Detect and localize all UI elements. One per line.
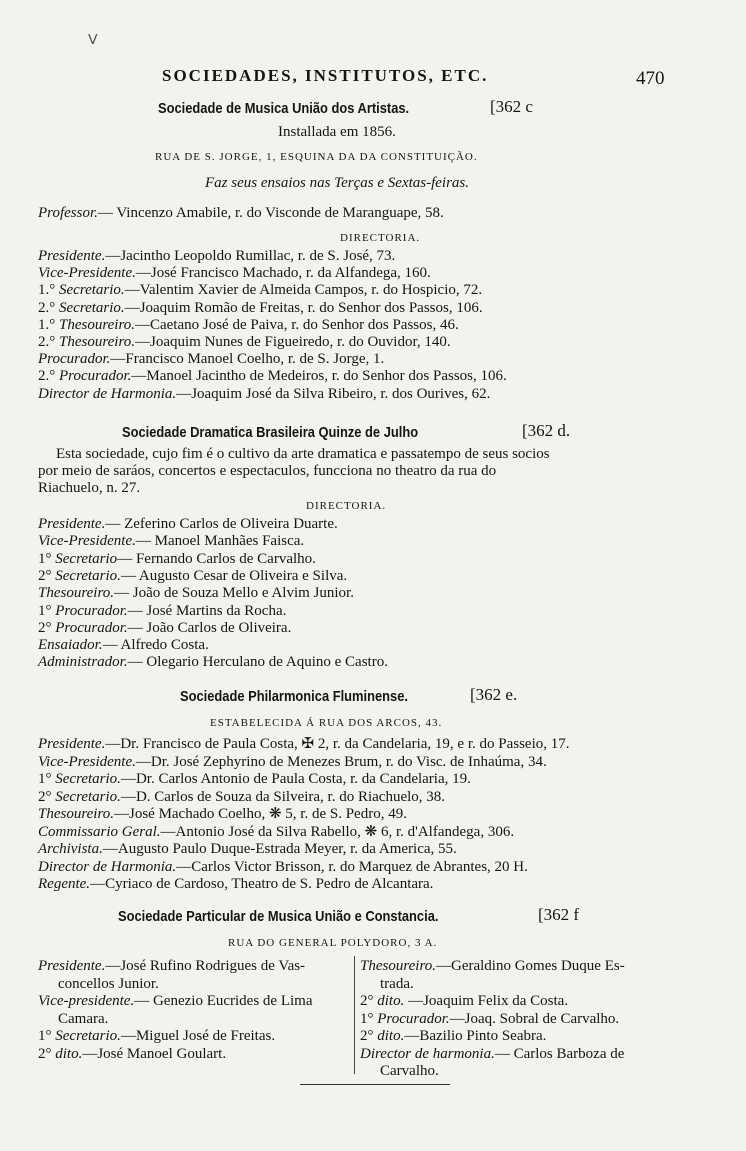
officer-details: —Valentim Xavier de Almeida Campos, r. do Hospicio, 72. — [124, 282, 483, 299]
officer-row — [360, 1028, 546, 1045]
directoria-heading: DIRECTORIA. — [306, 500, 387, 512]
officer-row — [38, 282, 482, 299]
officer-row — [38, 806, 407, 823]
ordinal: 2° — [360, 993, 374, 1009]
role-label: Thesoureiro. — [38, 585, 114, 602]
role-label: Thesoureiro. — [59, 334, 135, 350]
role-label: Vice-Presidente. — [38, 533, 136, 550]
ordinal: 2° — [38, 1045, 52, 1062]
end-rule — [300, 1084, 450, 1085]
role-label: Procurador. — [55, 602, 128, 619]
role-label: Procurador. — [377, 1010, 450, 1027]
officer-row — [38, 876, 433, 893]
section-title: Sociedade Particular de Musica União e Constancia. — [118, 908, 439, 925]
role-label: Presidente. — [38, 248, 106, 264]
officer-row — [38, 654, 388, 671]
officer-row — [38, 368, 507, 385]
officer-row — [38, 516, 338, 533]
officer-details: —Manoel Jacintho de Medeiros, r. do Senhor dos Passos, 106. — [131, 368, 507, 385]
role-label: Director de Harmonia. — [38, 858, 177, 875]
ordinal: 2° — [360, 1028, 374, 1044]
officer-row — [38, 1028, 275, 1045]
officer-row — [38, 754, 547, 771]
address-line: RUA DE S. JORGE, 1, ESQUINA DA DA CONSTITUIÇÃO. — [155, 151, 478, 163]
role-label: Presidente. — [38, 516, 106, 532]
role-label: Presidente. — [38, 958, 106, 974]
officer-details: —Miguel José de Freitas. — [120, 1028, 276, 1044]
role-label: Secretario. — [59, 282, 125, 299]
officer-details: —Caetano José de Paiva, r. do Senhor dos Passos, 46. — [134, 316, 459, 333]
role-label: Director de harmonia. — [360, 1045, 495, 1062]
officer-details: —Joaquim Felix da Costa. — [404, 993, 569, 1009]
officer-row — [38, 637, 209, 654]
officer-details: —Francisco Manoel Coelho, r. de S. Jorge, 1. — [110, 351, 385, 368]
officer-row — [38, 585, 354, 602]
officer-row — [38, 789, 445, 806]
corner-mark: ᐯ — [88, 33, 98, 48]
role-label: Presidente. — [38, 736, 106, 752]
role-label: Secretario. — [59, 299, 125, 316]
para-line: por meio de saráos, concertos e espectaculos, funcciona no theatro da rua do — [38, 463, 497, 479]
officer-details: —Dr. José Zephyrino de Menezes Brum, r. do Visc. de Inhaúma, 34. — [135, 753, 547, 770]
officer-details: —José Francisco Machado, r. da Alfandega, 160. — [135, 265, 431, 282]
role-label: Procurador. — [55, 619, 128, 636]
officer-row — [38, 771, 471, 788]
section-title: Sociedade Philarmonica Fluminense. — [180, 688, 408, 705]
role-label: Director de Harmonia. — [38, 385, 177, 402]
officer-details: —Joaquim José da Silva Ribeiro, r. dos Ourives, 62. — [176, 385, 491, 402]
officer-row — [38, 568, 347, 585]
ordinal: 1° — [360, 1010, 374, 1027]
role-label: Secretario. — [55, 788, 121, 805]
role-label: Secretario. — [55, 771, 121, 787]
officer-row — [360, 1046, 624, 1063]
professor-line: Professor.— Vincenzo Amabile, r. do Visconde de Maranguape, 58. — [38, 205, 444, 221]
role-label: dito. — [55, 1045, 83, 1062]
directoria-heading: DIRECTORIA. — [340, 232, 421, 244]
officer-row — [38, 265, 431, 282]
section-ref: [362 e. — [470, 685, 518, 704]
officer-details: — José Martins da Rocha. — [127, 602, 287, 619]
officer-details: —Geraldino Gomes Duque Es- — [435, 958, 625, 974]
officer-details: —Jacintho Leopoldo Rumillac, r. de S. José, 73. — [105, 248, 396, 264]
address-line: ESTABELECIDA Á RUA DOS ARCOS, 43. — [210, 717, 443, 729]
page-number: 470 — [636, 68, 665, 89]
officer-details: — João Carlos de Oliveira. — [127, 619, 292, 636]
officer-details: —Augusto Paulo Duque-Estrada Meyer, r. da America, 55. — [102, 841, 457, 857]
role-label: Thesoureiro. — [360, 958, 436, 974]
officer-details: — Zeferino Carlos de Oliveira Duarte. — [105, 516, 338, 532]
role-label: Vice-Presidente. — [38, 265, 136, 282]
para-line: Riachuelo, n. 27. — [38, 480, 141, 496]
officer-row — [38, 993, 312, 1010]
officer-row — [38, 248, 395, 265]
ordinal: 1° — [38, 1028, 52, 1044]
ordinal: 2.° — [38, 299, 56, 316]
officer-row — [360, 993, 568, 1010]
ordinal: 2.° — [38, 334, 56, 350]
officer-details: —D. Carlos de Souza da Silveira, r. do Riachuelo, 38. — [120, 788, 446, 805]
officer-details: —José Rufino Rodrigues de Vas- — [105, 958, 306, 974]
ordinal: 2° — [38, 619, 52, 636]
officer-row-continued: Camara. — [58, 1010, 109, 1027]
column-divider — [354, 956, 355, 1074]
officer-row — [38, 859, 528, 876]
officer-details: — Alfredo Costa. — [102, 637, 209, 654]
section-ref: [362 c — [490, 97, 533, 116]
ordinal: 1° — [38, 771, 52, 787]
role-label: Commissario Geral. — [38, 823, 161, 840]
officer-details: — Augusto Cesar de Oliveira e Silva. — [120, 567, 348, 584]
role-label: Secretario — [55, 550, 118, 567]
role-label: Ensaiador. — [38, 637, 103, 654]
ordinal: 2.° — [38, 368, 56, 385]
rehearsal-line: Faz seus ensaios nas Terças e Sextas-feiras. — [205, 175, 470, 191]
officer-row — [38, 1046, 226, 1063]
section-title: Sociedade Dramatica Brasileira Quinze de Julho — [122, 424, 419, 441]
officer-row — [38, 841, 457, 858]
officer-details: —Cyriaco de Cardoso, Theatro de S. Pedro de Alcantara. — [90, 876, 434, 892]
officer-row — [38, 551, 316, 568]
officer-details: — João de Souza Mello e Alvim Junior. — [113, 585, 354, 602]
officer-row — [38, 958, 305, 975]
ordinal: 2° — [38, 788, 52, 805]
ordinal: 1° — [38, 550, 52, 567]
role-label: Administrador. — [38, 654, 128, 671]
ordinal: 1.° — [38, 316, 56, 333]
officer-details: — Carlos Barboza de — [494, 1045, 625, 1062]
officer-details: —Dr. Francisco de Paula Costa, ✠ 2, r. da Candelaria, 19, e r. do Passeio, 17. — [105, 736, 570, 752]
officer-details: —Carlos Victor Brisson, r. do Marquez de Abrantes, 20 H. — [176, 858, 528, 875]
role-label: Vice-Presidente. — [38, 753, 136, 770]
officer-details: — Genezio Eucrides de Lima — [134, 993, 313, 1009]
section-ref: [362 f — [538, 905, 580, 924]
officer-row-continued: concellos Junior. — [58, 975, 159, 992]
officer-details: —Joaquim Nunes de Figueiredo, r. do Ouvidor, 140. — [134, 334, 451, 350]
role-label: Archivista. — [38, 841, 103, 857]
officer-details: — Olegario Herculano de Aquino e Castro. — [127, 654, 388, 671]
section-ref: [362 d. — [522, 421, 571, 440]
officer-row-continued: trada. — [380, 975, 414, 992]
ordinal: 1° — [38, 602, 52, 619]
officer-row — [38, 386, 490, 403]
role-label: Regente. — [38, 876, 91, 892]
ordinal: 1.° — [38, 282, 56, 299]
role-label: Secretario. — [55, 1028, 121, 1044]
officer-row-continued: Carvalho. — [380, 1063, 439, 1079]
officer-row — [38, 334, 451, 351]
officer-details: —Antonio José da Silva Rabello, ❋ 6, r. d'Alfandega, 306. — [160, 823, 515, 840]
role-label: Secretario. — [55, 567, 121, 584]
officer-row — [38, 736, 570, 753]
officer-details: —Bazilio Pinto Seabra. — [404, 1028, 547, 1044]
officer-row — [38, 620, 291, 637]
para-line: Esta sociedade, cujo fim é o cultivo da arte dramatica e passatempo de seus socios — [56, 446, 550, 462]
officer-row — [38, 824, 514, 841]
role-label: dito. — [377, 1028, 405, 1044]
role-label: Vice-presidente. — [38, 993, 135, 1009]
page-header: SOCIEDADES, INSTITUTOS, ETC. — [162, 66, 489, 85]
officer-details: —José Manoel Goulart. — [82, 1045, 227, 1062]
officer-details: — Fernando Carlos de Carvalho. — [117, 550, 316, 567]
officer-row — [38, 317, 459, 334]
role-label: Procurador. — [59, 368, 132, 385]
ordinal: 2° — [38, 567, 52, 584]
officer-row — [38, 351, 384, 368]
officer-row — [38, 603, 286, 620]
officer-details: —Joaquim Romão de Freitas, r. do Senhor dos Passos, 106. — [124, 299, 483, 316]
officer-row — [360, 1011, 619, 1028]
officer-details: — Manoel Manhães Faisca. — [135, 533, 305, 550]
installed-text: Installada em 1856. — [278, 124, 396, 140]
role-label: Procurador. — [38, 351, 111, 368]
section-title: Sociedade de Musica União dos Artistas. — [158, 100, 410, 117]
role-label: Thesoureiro. — [38, 806, 114, 822]
address-line: RUA DO GENERAL POLYDORO, 3 A. — [228, 937, 438, 949]
officer-row — [38, 533, 304, 550]
officer-row — [360, 958, 625, 975]
role-label: Thesoureiro. — [59, 316, 135, 333]
officer-details: —Joaq. Sobral de Carvalho. — [449, 1010, 620, 1027]
officer-details: —José Machado Coelho, ❋ 5, r. de S. Pedro, 49. — [113, 806, 407, 822]
officer-row — [38, 300, 483, 317]
role-label: dito. — [377, 993, 405, 1009]
officer-details: —Dr. Carlos Antonio de Paula Costa, r. da Candelaria, 19. — [120, 771, 471, 787]
